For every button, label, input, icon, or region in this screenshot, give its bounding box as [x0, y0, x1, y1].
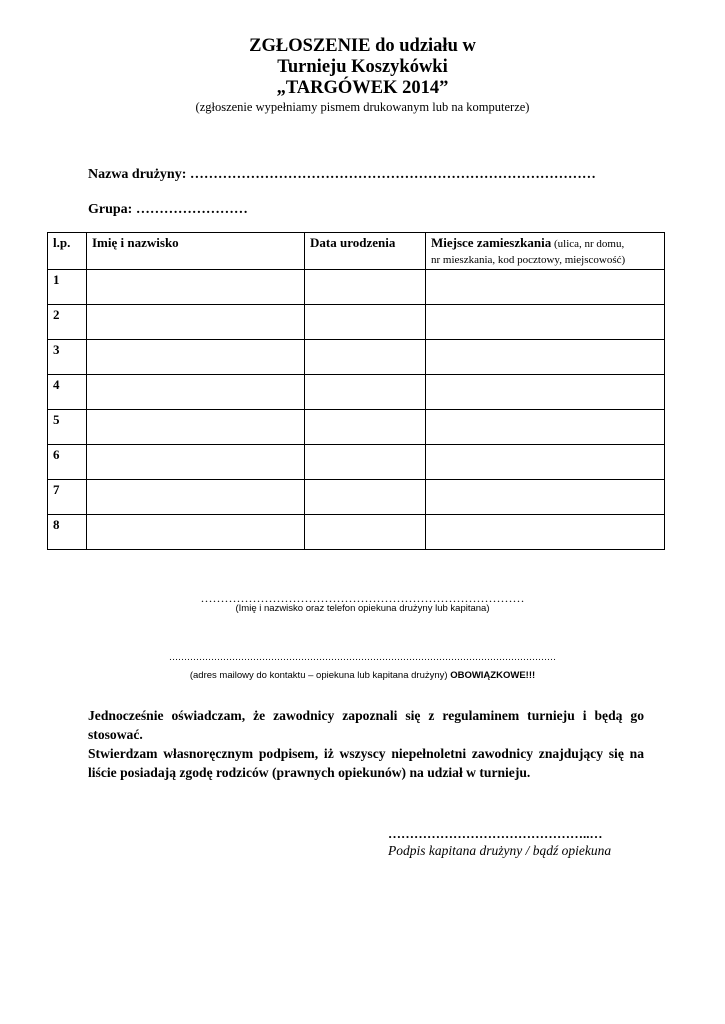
header-address — [426, 233, 665, 270]
signature-caption: Podpis kapitana drużyny / bądź opiekuna — [388, 843, 612, 858]
header-birth-date: Data urodzenia — [305, 233, 426, 270]
required-badge: OBOWIĄZKOWE!!! — [450, 670, 536, 681]
player-name-cell[interactable] — [87, 270, 305, 305]
birth-date-cell[interactable] — [305, 410, 426, 445]
player-name-cell[interactable] — [87, 410, 305, 445]
form-title-line-3: „TARGÓWEK 2014” — [276, 78, 449, 98]
address-cell[interactable] — [426, 410, 665, 445]
players-table — [47, 232, 665, 550]
header-address-note-1: (ulica, nr domu, — [551, 238, 625, 250]
table-row — [48, 410, 665, 445]
address-cell[interactable] — [426, 270, 665, 305]
guardian-phone-line[interactable]: ……………………………………………………………………… — [200, 591, 525, 605]
header-lp: l.p. — [48, 233, 87, 270]
row-number: 6 — [48, 445, 87, 480]
birth-date-cell[interactable] — [305, 445, 426, 480]
player-name-cell[interactable] — [87, 305, 305, 340]
birth-date-cell[interactable] — [305, 340, 426, 375]
guardian-phone-caption: (Imię i nazwisko oraz telefon opiekuna drużyny lub kapitana) — [235, 603, 490, 614]
header-address-label: Miejsce zamieszkania — [431, 235, 552, 250]
guardian-email-caption — [0, 670, 725, 681]
row-number: 8 — [48, 515, 87, 550]
address-cell[interactable] — [426, 305, 665, 340]
table-row — [48, 515, 665, 550]
address-cell[interactable] — [426, 375, 665, 410]
birth-date-cell[interactable] — [305, 305, 426, 340]
declaration-paragraph-1: Jednocześnie oświadczam, że zawodnicy zapoznali się z regulaminem turnieju i będą go stosować. — [88, 708, 644, 742]
player-name-cell[interactable] — [87, 340, 305, 375]
guardian-email-caption-text: (adres mailowy do kontaktu – opiekuna lub kapitana drużyny) — [189, 670, 451, 681]
row-number: 5 — [48, 410, 87, 445]
player-name-cell[interactable] — [87, 515, 305, 550]
table-row — [48, 375, 665, 410]
address-cell[interactable] — [426, 445, 665, 480]
table-row — [48, 305, 665, 340]
birth-date-cell[interactable] — [305, 375, 426, 410]
address-cell[interactable] — [426, 480, 665, 515]
table-row — [48, 445, 665, 480]
form-title-line-1: ZGŁOSZENIE do udziału w — [249, 36, 476, 56]
form-title-line-2: Turnieju Koszykówki — [277, 57, 448, 77]
declaration-paragraph-2: Stwierdzam własnoręcznym podpisem, iż wszyscy niepełnoletni zawodnicy znajdujący się na liście posiadają zgodę rodziców (prawnych opiekunów) na udział w turnieju. — [88, 746, 644, 780]
table-header-row — [48, 233, 665, 270]
group-field[interactable]: Grupa: …………………… — [88, 202, 248, 217]
row-number: 3 — [48, 340, 87, 375]
player-name-cell[interactable] — [87, 480, 305, 515]
form-subtitle: (zgłoszenie wypełniamy pismem drukowanym lub na komputerze) — [195, 100, 530, 114]
guardian-email-line[interactable]: ………………………………………………………………………………………………………………… — [169, 652, 556, 662]
row-number: 4 — [48, 375, 87, 410]
player-name-cell[interactable] — [87, 375, 305, 410]
header-address-note-2: nr mieszkania, kod pocztowy, miejscowość) — [431, 254, 626, 266]
address-cell[interactable] — [426, 340, 665, 375]
address-cell[interactable] — [426, 515, 665, 550]
team-name-field[interactable]: Nazwa drużyny: …………………………………………………………………………… — [88, 167, 596, 182]
birth-date-cell[interactable] — [305, 480, 426, 515]
header-name: Imię i nazwisko — [87, 233, 305, 270]
table-row — [48, 480, 665, 515]
birth-date-cell[interactable] — [305, 270, 426, 305]
birth-date-cell[interactable] — [305, 515, 426, 550]
player-name-cell[interactable] — [87, 445, 305, 480]
table-row — [48, 270, 665, 305]
row-number: 2 — [48, 305, 87, 340]
signature-line[interactable]: ………………………………………..… — [388, 826, 603, 841]
declaration — [88, 706, 644, 782]
row-number: 7 — [48, 480, 87, 515]
row-number: 1 — [48, 270, 87, 305]
table-row — [48, 340, 665, 375]
